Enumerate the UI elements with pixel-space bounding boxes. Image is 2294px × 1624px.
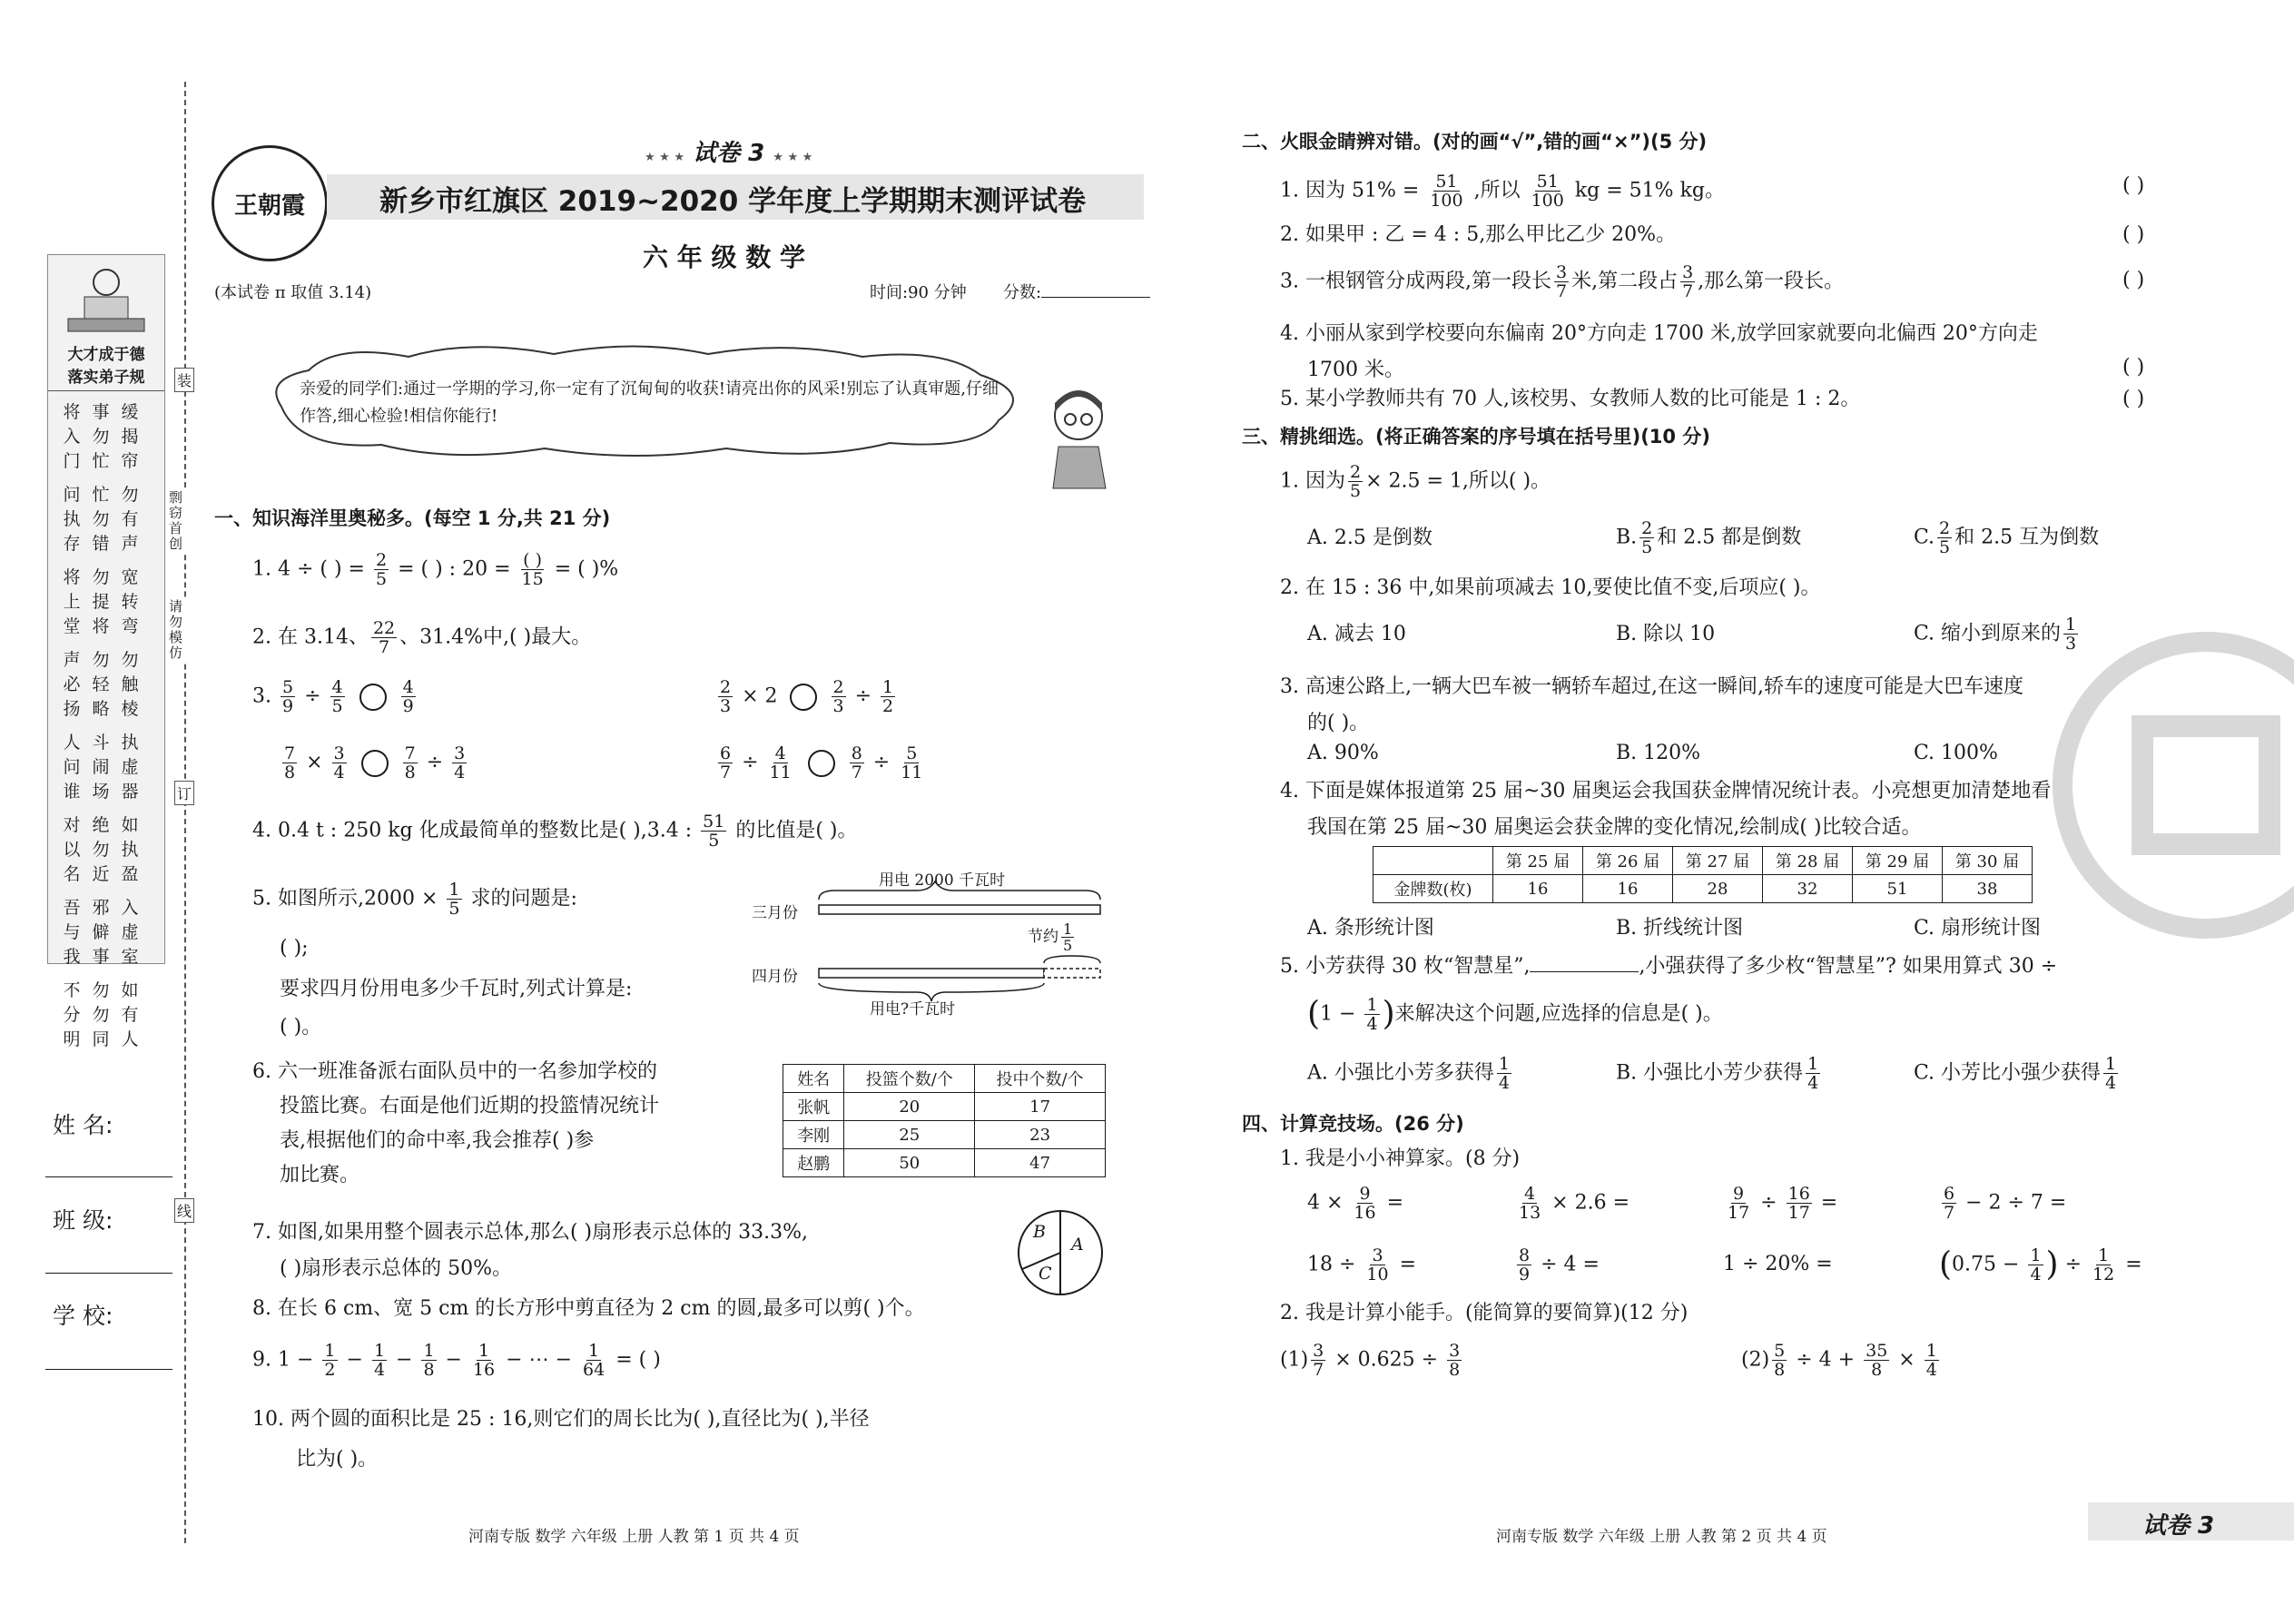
table-header: 第 30 届 — [1943, 847, 2033, 875]
section1-heading: 一、知识海洋里奥秘多。(每空 1 分,共 21 分) — [214, 507, 611, 529]
s3-q3-line: 的( )。 — [1307, 712, 1370, 734]
s4-part2: 2. 我是计算小能手。(能简算的要简算)(12 分) — [1280, 1302, 1689, 1324]
verse-column: 忙 勿 错 — [92, 485, 110, 554]
sidebar-panel — [47, 254, 165, 1049]
compare-circle[interactable] — [361, 750, 389, 777]
verse-column: 绝 勿 近 — [92, 815, 110, 884]
score-text: 分数: — [1003, 283, 1042, 302]
verse-column: 勿 勿 同 — [92, 980, 110, 1049]
compare-circle[interactable] — [808, 750, 835, 777]
calc-2-2-label: (2) — [1741, 1348, 1770, 1372]
pi-note: (本试卷 π 取值 3.14) — [214, 283, 372, 302]
verse-group — [57, 483, 159, 556]
s1-q1-text: 1. 4 ÷ ( ) = — [252, 557, 365, 581]
s2-q3-frac2: $\frac{3}{7}$ — [1682, 262, 1694, 301]
s3-q5-line1 — [1280, 953, 2057, 980]
table-header: 投篮个数/个 — [844, 1065, 975, 1093]
s3-q5-c: 来解决这个问题,应选择的信息是( )。 — [1394, 1002, 1723, 1026]
table-cell: 50 — [844, 1149, 975, 1177]
compare-circle[interactable] — [790, 684, 817, 711]
verse-column: 邪 僻 事 — [92, 898, 110, 967]
s1-q4-end: 的比值是( )。 — [735, 819, 858, 842]
s3-q1-b: × 2.5 = 1,所以( )。 — [1365, 469, 1551, 493]
verse-column: 如 有 人 — [121, 980, 139, 1049]
s2-ans-3[interactable]: ( ) — [2122, 269, 2145, 291]
verse-column: 将 入 门 — [63, 402, 81, 471]
scholar-illustration — [48, 255, 164, 341]
s3-q4-line: 4. 下面是媒体报道第 25 届~30 届奥运会我国获金牌情况统计表。小亮想更加清楚地看出 — [1280, 780, 2072, 802]
s1-q5-b-text: 求的问题是: — [470, 887, 577, 910]
verse-column: 勿 提 将 — [92, 567, 110, 636]
table-cell: 38 — [1943, 875, 2033, 903]
s1-q5-frac: $\frac{1}{5}$ — [448, 880, 460, 919]
side-note-1: 剽窃首创 — [169, 490, 187, 552]
s1-q10 — [252, 1400, 870, 1480]
calc-6: $\frac{8}{9}$ ÷ 4 = — [1519, 1245, 1600, 1284]
paper-tag-text: 试卷 3 — [693, 140, 765, 167]
verse-column: 人 问 谁 — [63, 733, 81, 802]
verse-column: 勿 轻 略 — [92, 650, 110, 719]
s1-q6 — [252, 1055, 659, 1193]
s1-q1-frac: $\frac{2}{5}$ — [376, 550, 388, 589]
s3-q4-opt-b: B. 折线统计图 — [1616, 917, 1744, 940]
calc-2: $\frac{4}{13}$ × 2.6 = — [1519, 1184, 1630, 1223]
school-field[interactable] — [45, 1369, 172, 1370]
verse-column: 斗 闹 场 — [92, 733, 110, 802]
table-cell: 17 — [975, 1093, 1106, 1121]
table-cell: 16 — [1493, 875, 1583, 903]
class-field[interactable] — [45, 1273, 172, 1274]
table-header: 第 25 届 — [1493, 847, 1583, 875]
verse-group — [57, 813, 159, 887]
s2-ans-2[interactable]: ( ) — [2122, 223, 2145, 246]
s3-q5-opt-a: A. 小强比小芳多获得 $\frac{1}{4}$ — [1307, 1054, 1510, 1093]
s3-q1-opt-a: A. 2.5 是倒数 — [1307, 527, 1433, 549]
table-header: 第 26 届 — [1583, 847, 1673, 875]
calc-2-1: (1) $\frac{3}{7}$ × 0.625 ÷ $\frac{3}{8}$ — [1280, 1341, 1461, 1380]
verse-column: 将 上 堂 — [63, 567, 81, 636]
s2-q1-frac2: $\frac{51}{100}$ — [1531, 172, 1564, 211]
table-header: 姓名 — [783, 1065, 844, 1093]
stars-left: ★ ★ ★ — [645, 151, 685, 164]
motto-bottom: 落实弟子规 — [48, 364, 164, 391]
verse-group — [57, 400, 159, 474]
name-label: 姓 名: — [53, 1112, 113, 1138]
stars-right: ★ ★ ★ — [773, 151, 813, 164]
s1-q5-line3: ( )。 — [280, 1016, 322, 1038]
brand-logo-text: 王朝霞 — [233, 192, 305, 220]
s2-q5: 5. 某小学教师共有 70 人,该校男、女教师人数的比可能是 1 : 2。 — [1280, 388, 1861, 410]
time-label: 时间:90 分钟 — [870, 283, 967, 302]
paper-tag — [645, 134, 812, 168]
s1-q8: 8. 在长 6 cm、宽 5 cm 的长方形中剪直径为 2 cm 的圆,最多可以剪( )个。 — [252, 1297, 925, 1320]
s2-q3-frac: $\frac{3}{7}$ — [1555, 262, 1568, 301]
table-header: 第 29 届 — [1853, 847, 1943, 875]
verse-column: 勿 触 棱 — [121, 650, 139, 719]
s1-q1-rest: = ( ) : 20 = — [398, 557, 511, 581]
s1-q3-row1-left: 3. $\frac{5}{9}$ ÷ $\frac{4}{5}$ $\frac{4}{9}$ — [252, 677, 414, 716]
score-field[interactable] — [1041, 297, 1150, 298]
verse-column: 勿 有 声 — [121, 485, 139, 554]
q5-diagram — [744, 867, 1108, 1021]
verse-column: 事 勿 忙 — [92, 402, 110, 471]
s3-q1-opt-c: C. $\frac{2}{5}$ 和 2.5 互为倒数 — [1914, 518, 2100, 557]
s1-q9-label: 9. 1 − — [252, 1348, 314, 1372]
s1-q4-frac: $\frac{51}{5}$ — [703, 812, 725, 851]
corner-tag-text: 试卷 3 — [2142, 1512, 2215, 1540]
pie-label-a: A — [1071, 1235, 1084, 1255]
section3-heading: 三、精挑细选。(将正确答案的序号填在括号里)(10 分) — [1242, 426, 1710, 448]
s1-q2-frac: $\frac{22}{7}$ — [372, 618, 396, 657]
table-header — [1373, 847, 1493, 875]
s3-q2-opt-b: B. 除以 10 — [1616, 623, 1716, 645]
s3-q2-opt-a: A. 减去 10 — [1307, 623, 1406, 645]
s2-q1-b: ,所以 — [1473, 179, 1521, 202]
verse-column: 宽 转 弯 — [121, 567, 139, 636]
s1-q2-a: 2. 在 3.14、 — [252, 625, 369, 649]
table-header: 投中个数/个 — [975, 1065, 1106, 1093]
school-label: 学 校: — [53, 1303, 113, 1329]
s2-ans-5[interactable]: ( ) — [2122, 388, 2145, 410]
brand-logo — [212, 145, 328, 261]
s3-q3-opt-a: A. 90% — [1307, 742, 1379, 764]
s3-q3-opt-b: B. 120% — [1616, 742, 1701, 764]
s3-q3-line: 3. 高速公路上,一辆大巴车被一辆轿车超过,在这一瞬间,轿车的速度可能是大巴车速度 — [1280, 675, 2023, 698]
s1-q6-line: 加比赛。 — [280, 1164, 360, 1186]
s2-q4-line: 4. 小丽从家到学校要向东偏南 20°方向走 1700 米,放学回家就要向北偏西 20°方向走 — [1280, 322, 2038, 345]
s2-q1-a: 1. 因为 51% = — [1280, 179, 1420, 202]
gold-medal-table — [1373, 846, 2033, 903]
s1-q9-end: = ( ) — [615, 1348, 661, 1372]
q5-save-label: 节约 $\frac{1}{5}$ — [1028, 920, 1073, 954]
side-mark-1: 装 — [174, 368, 194, 392]
s2-q1-c: kg = 51% kg。 — [1574, 179, 1725, 202]
s3-q2: 2. 在 15 : 36 中,如果前项减去 10,要使比值不变,后项应( )。 — [1280, 576, 1821, 599]
verse-column: 如 执 盈 — [121, 815, 139, 884]
s2-q2: 2. 如果甲 : 乙 = 4 : 5,那么甲比乙少 20%。 — [1280, 223, 1677, 246]
table-cell: 28 — [1673, 875, 1763, 903]
calc-4: $\frac{6}{7}$ − 2 ÷ 7 = — [1944, 1184, 2067, 1223]
s3-q1-opt-b: B. $\frac{2}{5}$ 和 2.5 都是倒数 — [1616, 518, 1802, 557]
table-cell: 32 — [1763, 875, 1853, 903]
s1-q6-line: 投篮比赛。右面是他们近期的投篮情况统计 — [280, 1095, 660, 1117]
calc-7: 1 ÷ 20% = — [1723, 1253, 1833, 1275]
s1-q10-line: 10. 两个圆的面积比是 25 : 16,则它们的周长比为( ),直径比为( ),半径 — [252, 1408, 870, 1431]
name-field[interactable] — [45, 1176, 172, 1177]
table-cell: 47 — [975, 1149, 1106, 1177]
verse-group — [57, 979, 159, 1052]
q5-bottom-label: 用电?千瓦时 — [870, 1000, 956, 1019]
table-cell: 张帆 — [783, 1093, 844, 1121]
table-row — [1373, 875, 2033, 903]
s1-q1 — [252, 551, 618, 588]
s3-q5-a: 5. 小芳获得 30 枚“智慧星”, — [1280, 955, 1531, 978]
encourage-text: 亲爱的同学们:通过一学期的学习,你一定有了沉甸甸的收获!请亮出你的风采!别忘了认真审题,仔细作答,细心检验!相信你能行! — [300, 379, 999, 426]
binding-line — [184, 82, 186, 1543]
s2-q3-c: ,那么第一段长。 — [1698, 270, 1845, 293]
shooting-table — [783, 1064, 1106, 1177]
s2-q4-line: 1700 米。 — [1307, 359, 1404, 381]
s3-q3 — [1280, 669, 2023, 742]
calc-8: (0.75 − $\frac{1}{4}$ ) ÷ $\frac{1}{12}$ = — [1939, 1245, 2142, 1284]
verse-column: 声 必 扬 — [63, 650, 81, 719]
pie-label-c: C — [1039, 1264, 1052, 1284]
table-row — [783, 1093, 1106, 1121]
teacher-illustration — [1040, 381, 1122, 490]
s1-q9: 9. 1 − $\frac{1}{2}$ − $\frac{1}{4}$ − $\frac{1}{8}$ − $\frac{1}{16}$ − ⋯ − $\frac{1}{64}$ = ( ) — [252, 1341, 661, 1380]
s1-q6-line: 表,根据他们的命中率,我会推荐( )参 — [280, 1129, 595, 1152]
side-mark-3: 线 — [174, 1198, 194, 1223]
s2-q3-a: 3. 一根钢管分成两段,第一段长 — [1280, 270, 1551, 293]
s1-q5-a-text: 5. 如图所示,2000 × — [252, 887, 438, 910]
calc-3: $\frac{9}{17}$ ÷ $\frac{16}{17}$ = — [1728, 1184, 1838, 1223]
s2-q3 — [1280, 263, 1844, 300]
s3-q5-line2: (1 − $\frac{1}{4}$ )来解决这个问题,应选择的信息是( )。 — [1307, 995, 1723, 1034]
q5-march-label: 三月份 — [752, 904, 798, 922]
table-cell: 李刚 — [783, 1121, 844, 1149]
s3-q5-opt-c: C. 小芳比小强少获得 $\frac{1}{4}$ — [1914, 1054, 2117, 1093]
side-mark-2: 订 — [174, 781, 194, 805]
s3-q1-a: 1. 因为 — [1280, 469, 1345, 493]
calc-2-2: (2) $\frac{5}{8}$ ÷ 4 + $\frac{35}{8}$ × $\frac{1}{4}$ — [1741, 1341, 1937, 1380]
s1-q7-line: 7. 如图,如果用整个圆表示总体,那么( )扇形表示总体的 33.3%, — [252, 1221, 809, 1244]
verse-column: 入 虚 室 — [121, 898, 139, 967]
s2-q3-b: 米,第二段占 — [1571, 270, 1679, 293]
calc-5: 18 ÷ $\frac{3}{10}$ = — [1307, 1245, 1417, 1284]
exam-title: 新乡市红旗区 2019~2020 学年度上学期期末测评试卷 — [379, 185, 1087, 218]
table-header-row — [783, 1065, 1106, 1093]
exam-subtitle: 六 年 级 数 学 — [643, 242, 805, 272]
table-header: 第 27 届 — [1673, 847, 1763, 875]
s2-q1 — [1280, 172, 1725, 210]
table-cell: 20 — [844, 1093, 975, 1121]
table-row — [783, 1149, 1106, 1177]
s1-q1-frac2: ( ) 15 — [521, 550, 544, 589]
table-cell: 23 — [975, 1121, 1106, 1149]
s1-q1-end: = ( )% — [554, 557, 619, 581]
s1-q6-line: 6. 六一班准备派右面队员中的一名参加学校的 — [252, 1060, 657, 1083]
table-cell: 金牌数(枚) — [1373, 875, 1493, 903]
s3-q5-blank[interactable] — [1530, 971, 1639, 972]
s3-q4-opt-a: A. 条形统计图 — [1307, 917, 1434, 940]
calc-1: 4 × $\frac{9}{16}$ = — [1307, 1184, 1404, 1223]
verse-column: 对 以 名 — [63, 815, 81, 884]
score-label — [1003, 280, 1150, 303]
q5-april-label: 四月份 — [752, 968, 798, 986]
s4-part1: 1. 我是小小神算家。(8 分) — [1280, 1147, 1521, 1170]
verse-column: 吾 与 我 — [63, 898, 81, 967]
sidebar-verses — [48, 391, 164, 1052]
s1-q2 — [252, 619, 591, 656]
verse-group — [57, 566, 159, 639]
motto-top: 大才成于德 — [67, 346, 145, 364]
section4-heading: 四、计算竞技场。(26 分) — [1242, 1113, 1464, 1135]
verse-column: 缓 揭 帘 — [121, 402, 139, 471]
s1-q5-line1: ( ); — [280, 937, 309, 960]
s1-q3-row1-right: $\frac{2}{3}$ × 2 $\frac{2}{3}$ ÷ $\frac{1}{2}$ — [720, 677, 894, 716]
s2-q4 — [1280, 316, 2038, 389]
footer-right: 河南专版 数学 六年级 上册 人教 第 2 页 共 4 页 — [1496, 1528, 1827, 1546]
s2-ans-1[interactable]: ( ) — [2122, 174, 2145, 197]
pie-figure — [1015, 1207, 1106, 1298]
s1-q3-label: 3. — [252, 684, 271, 708]
verse-column: 不 分 明 — [63, 980, 81, 1049]
s1-q5-line2: 要求四月份用电多少千瓦时,列式计算是: — [280, 978, 633, 1000]
s1-q4 — [252, 812, 858, 850]
table-cell: 16 — [1583, 875, 1673, 903]
footer-left: 河南专版 数学 六年级 上册 人教 第 1 页 共 4 页 — [468, 1528, 800, 1546]
table-cell: 51 — [1853, 875, 1943, 903]
s1-q7-line: ( )扇形表示总体的 50%。 — [280, 1257, 513, 1280]
compare-circle[interactable] — [359, 684, 387, 711]
class-label: 班 级: — [53, 1207, 113, 1234]
s3-q1-frac: $\frac{2}{5}$ — [1349, 462, 1362, 501]
s1-q3-row2-right: $\frac{6}{7}$ ÷ $\frac{4}{11}$ $\frac{8}{7}$ ÷ $\frac{5}{11}$ — [720, 743, 923, 782]
s3-q4 — [1280, 773, 2071, 846]
s3-q4-line: 我国在第 25 届~30 届奥运会获金牌的变化情况,绘制成( )比较合适。 — [1307, 816, 1922, 839]
s1-q3-row2-left: $\frac{7}{8}$ × $\frac{3}{4}$ $\frac{7}{8}$ ÷ $\frac{3}{4}$ — [284, 743, 466, 782]
s3-q1 — [1280, 463, 1551, 500]
verse-group — [57, 731, 159, 804]
s2-ans-4[interactable]: ( ) — [2122, 356, 2145, 379]
watermark-seal — [2033, 626, 2294, 944]
s1-q7 — [252, 1215, 808, 1287]
pie-label-b: B — [1033, 1222, 1046, 1242]
verse-group — [57, 896, 159, 969]
calc-2-1-label: (1) — [1280, 1348, 1309, 1372]
s3-q3-opt-c: C. 100% — [1914, 742, 1998, 764]
s1-q4-text: 4. 0.4 t : 250 kg 化成最简单的整数比是( ),3.4 : — [252, 819, 693, 842]
table-row — [783, 1121, 1106, 1149]
s1-q5-a — [252, 881, 577, 918]
verse-group — [57, 648, 159, 722]
s1-q10-line: 比为( )。 — [296, 1448, 379, 1471]
s3-q2-opt-c: C. 缩小到原来的 $\frac{1}{3}$ — [1914, 615, 2077, 654]
verse-column: 问 执 存 — [63, 485, 81, 554]
section2-heading: 二、火眼金睛辨对错。(对的画“√”,错的画“×”)(5 分) — [1242, 131, 1708, 153]
verse-column: 执 虚 器 — [121, 733, 139, 802]
s3-q5-b: ,小强获得了多少枚“智慧星”? 如果用算式 30 ÷ — [1639, 955, 2058, 978]
table-cell: 25 — [844, 1121, 975, 1149]
table-header: 第 28 届 — [1763, 847, 1853, 875]
s1-q2-b: 、31.4%中,( )最大。 — [399, 625, 592, 649]
s3-q5-opt-b: B. 小强比小芳少获得 $\frac{1}{4}$ — [1616, 1054, 1819, 1093]
table-cell: 赵鹏 — [783, 1149, 844, 1177]
s3-q4-opt-c: C. 扇形统计图 — [1914, 917, 2042, 940]
s2-q1-frac: $\frac{51}{100}$ — [1430, 172, 1463, 211]
side-note-2: 请勿模仿 — [169, 599, 187, 661]
q5-top-label: 用电 2000 千瓦时 — [879, 871, 1006, 890]
table-header-row — [1373, 847, 2033, 875]
